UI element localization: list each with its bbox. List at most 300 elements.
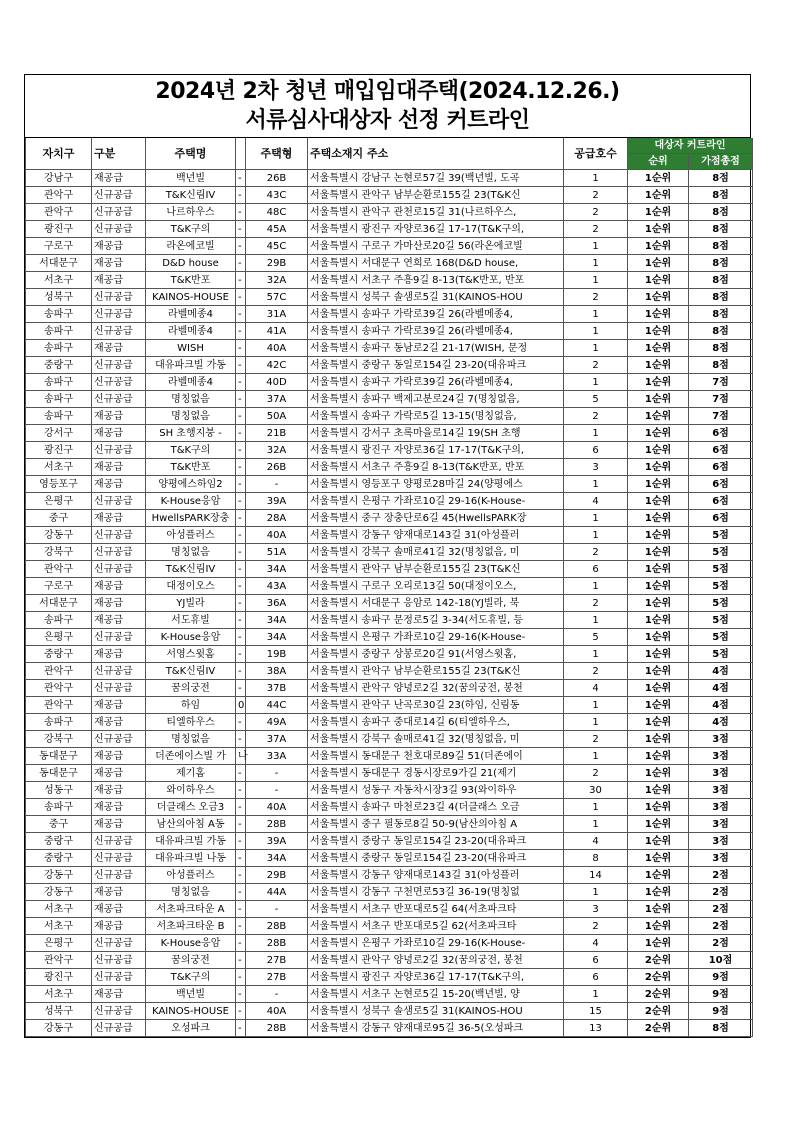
table-row — [26, 952, 753, 969]
extra-cell: - — [236, 867, 246, 884]
address-cell: 서울특별시 중랑구 동일로154길 23-20(대유파크 — [308, 850, 564, 867]
supply-cell: 1 — [564, 816, 628, 833]
house-name-cell: 아성플러스 — [146, 527, 236, 544]
supply-cell: 4 — [564, 680, 628, 697]
district-cell: 광진구 — [26, 969, 92, 986]
type-cell: 신규공급 — [92, 374, 146, 391]
score-cell: 5점 — [689, 544, 753, 561]
house-name-cell: KAINOS-HOUSE — [146, 289, 236, 306]
table-row — [26, 391, 753, 408]
extra-cell: - — [236, 1020, 246, 1037]
score-cell: 6점 — [689, 425, 753, 442]
district-cell: 관악구 — [26, 663, 92, 680]
house-name-cell: 제기홈 — [146, 765, 236, 782]
supply-cell: 1 — [564, 272, 628, 289]
score-cell: 9점 — [689, 986, 753, 1003]
rank-cell: 1순위 — [628, 493, 689, 510]
supply-cell: 1 — [564, 646, 628, 663]
type-cell: 신규공급 — [92, 544, 146, 561]
address-cell: 서울특별시 서대문구 연희로 168(D&D house, — [308, 255, 564, 272]
district-cell: 영등포구 — [26, 476, 92, 493]
house-name-cell: 대유파크빌 나동 — [146, 850, 236, 867]
table-row — [26, 782, 753, 799]
extra-cell: - — [236, 306, 246, 323]
district-cell: 성북구 — [26, 289, 92, 306]
house-type-cell: 40A — [246, 340, 308, 357]
address-cell: 서울특별시 송파구 가락로39길 26(라벨메종4, — [308, 306, 564, 323]
address-cell: 서울특별시 강동구 양재대로143길 31(아성플러 — [308, 527, 564, 544]
extra-cell: - — [236, 663, 246, 680]
extra-cell: - — [236, 578, 246, 595]
extra-cell: - — [236, 272, 246, 289]
district-cell: 동대문구 — [26, 748, 92, 765]
rank-cell: 2순위 — [628, 969, 689, 986]
supply-cell: 1 — [564, 612, 628, 629]
score-cell: 5점 — [689, 646, 753, 663]
extra-cell: - — [236, 646, 246, 663]
rank-cell: 1순위 — [628, 816, 689, 833]
type-cell: 신규공급 — [92, 391, 146, 408]
rank-cell: 1순위 — [628, 918, 689, 935]
rank-cell: 1순위 — [628, 255, 689, 272]
address-cell: 서울특별시 광진구 자양로36길 17-17(T&K구의, — [308, 969, 564, 986]
score-cell: 4점 — [689, 663, 753, 680]
rank-cell: 1순위 — [628, 510, 689, 527]
district-cell: 관악구 — [26, 680, 92, 697]
rank-cell: 1순위 — [628, 476, 689, 493]
rank-cell: 1순위 — [628, 204, 689, 221]
address-cell: 서울특별시 관악구 양녕로2길 32(꿈의궁전, 봉천 — [308, 952, 564, 969]
supply-cell: 1 — [564, 374, 628, 391]
extra-cell: - — [236, 1003, 246, 1020]
score-cell: 8점 — [689, 340, 753, 357]
type-cell: 재공급 — [92, 510, 146, 527]
district-cell: 송파구 — [26, 323, 92, 340]
supply-cell: 14 — [564, 867, 628, 884]
address-cell: 서울특별시 강북구 솔매로41길 32(명칭없음, 미 — [308, 544, 564, 561]
extra-cell: - — [236, 323, 246, 340]
district-cell: 강북구 — [26, 544, 92, 561]
extra-cell: - — [236, 442, 246, 459]
supply-cell: 30 — [564, 782, 628, 799]
address-cell: 서울특별시 강동구 양재대로95길 36-5(오성파크 — [308, 1020, 564, 1037]
table-row — [26, 510, 753, 527]
score-cell: 5점 — [689, 578, 753, 595]
table-row — [26, 578, 753, 595]
header-house-type: 주택형 — [246, 138, 308, 170]
type-cell: 재공급 — [92, 884, 146, 901]
supply-cell: 1 — [564, 340, 628, 357]
district-cell: 서초구 — [26, 272, 92, 289]
house-type-cell: 34A — [246, 850, 308, 867]
house-type-cell: 45C — [246, 238, 308, 255]
header-type: 구분 — [92, 138, 146, 170]
rank-cell: 2순위 — [628, 986, 689, 1003]
rank-cell: 1순위 — [628, 272, 689, 289]
score-cell: 6점 — [689, 476, 753, 493]
house-type-cell: 43C — [246, 187, 308, 204]
table-row — [26, 833, 753, 850]
house-name-cell: 티엘하우스 — [146, 714, 236, 731]
rank-cell: 1순위 — [628, 901, 689, 918]
score-cell: 3점 — [689, 799, 753, 816]
district-cell: 송파구 — [26, 714, 92, 731]
house-name-cell: 꿈의궁전 — [146, 952, 236, 969]
extra-cell: - — [236, 391, 246, 408]
district-cell: 중랑구 — [26, 850, 92, 867]
table-row — [26, 748, 753, 765]
score-cell: 10점 — [689, 952, 753, 969]
supply-cell: 6 — [564, 969, 628, 986]
district-cell: 강남구 — [26, 170, 92, 187]
extra-cell: - — [236, 595, 246, 612]
score-cell: 6점 — [689, 510, 753, 527]
rank-cell: 1순위 — [628, 238, 689, 255]
house-type-cell: - — [246, 986, 308, 1003]
type-cell: 신규공급 — [92, 731, 146, 748]
district-cell: 성동구 — [26, 782, 92, 799]
extra-cell: - — [236, 952, 246, 969]
house-type-cell: 37A — [246, 391, 308, 408]
extra-cell: - — [236, 731, 246, 748]
address-cell: 서울특별시 송파구 중대로14길 6(티엘하우스, — [308, 714, 564, 731]
address-cell: 서울특별시 중구 필동로8길 50-9(남산의아침 A — [308, 816, 564, 833]
rank-cell: 1순위 — [628, 629, 689, 646]
house-name-cell: 서영스윗홈 — [146, 646, 236, 663]
house-name-cell: 서도휴빌 — [146, 612, 236, 629]
table-row — [26, 425, 753, 442]
extra-cell: - — [236, 629, 246, 646]
table-row — [26, 204, 753, 221]
type-cell: 신규공급 — [92, 833, 146, 850]
extra-cell: - — [236, 918, 246, 935]
house-type-cell: 33A — [246, 748, 308, 765]
rank-cell: 1순위 — [628, 357, 689, 374]
address-cell: 서울특별시 동대문구 경동시장로9가길 21(제기 — [308, 765, 564, 782]
score-cell: 2점 — [689, 901, 753, 918]
district-cell: 서대문구 — [26, 595, 92, 612]
address-cell: 서울특별시 송파구 마천로23길 4(더클래스 오금 — [308, 799, 564, 816]
house-name-cell: 라온에코빌 — [146, 238, 236, 255]
score-cell: 2점 — [689, 935, 753, 952]
house-name-cell: 명칭없음 — [146, 391, 236, 408]
district-cell: 송파구 — [26, 799, 92, 816]
district-cell: 관악구 — [26, 697, 92, 714]
supply-cell: 1 — [564, 476, 628, 493]
type-cell: 신규공급 — [92, 850, 146, 867]
house-name-cell: 백년빌 — [146, 986, 236, 1003]
supply-cell: 1 — [564, 306, 628, 323]
address-cell: 서울특별시 송파구 가락로39길 26(라벨메종4, — [308, 374, 564, 391]
rank-cell: 1순위 — [628, 697, 689, 714]
table-row — [26, 918, 753, 935]
extra-cell: - — [236, 714, 246, 731]
score-cell: 4점 — [689, 697, 753, 714]
score-cell: 8점 — [689, 289, 753, 306]
house-type-cell: 36A — [246, 595, 308, 612]
extra-cell: - — [236, 816, 246, 833]
supply-cell: 6 — [564, 442, 628, 459]
house-type-cell: 28B — [246, 816, 308, 833]
rank-cell: 1순위 — [628, 646, 689, 663]
type-cell: 신규공급 — [92, 1020, 146, 1037]
extra-cell: - — [236, 238, 246, 255]
type-cell: 재공급 — [92, 816, 146, 833]
house-name-cell: 라벨메종4 — [146, 374, 236, 391]
table-row — [26, 374, 753, 391]
type-cell: 재공급 — [92, 697, 146, 714]
address-cell: 서울특별시 서초구 반포대로5길 64(서초파크타 — [308, 901, 564, 918]
header-rank: 순위 — [628, 154, 689, 170]
header-address: 주택소재지 주소 — [308, 138, 564, 170]
header-score: 가점총점 — [689, 154, 753, 170]
type-cell: 신규공급 — [92, 969, 146, 986]
house-type-cell: 37A — [246, 731, 308, 748]
score-cell: 8점 — [689, 1020, 753, 1037]
table-row — [26, 476, 753, 493]
supply-cell: 2 — [564, 221, 628, 238]
type-cell: 신규공급 — [92, 663, 146, 680]
score-cell: 7점 — [689, 374, 753, 391]
table-row — [26, 663, 753, 680]
rank-cell: 1순위 — [628, 374, 689, 391]
table-row — [26, 595, 753, 612]
supply-cell: 2 — [564, 663, 628, 680]
type-cell: 신규공급 — [92, 289, 146, 306]
table-row — [26, 340, 753, 357]
extra-cell: - — [236, 357, 246, 374]
type-cell: 재공급 — [92, 170, 146, 187]
extra-cell: - — [236, 493, 246, 510]
extra-cell: - — [236, 544, 246, 561]
address-cell: 서울특별시 중랑구 상봉로20길 91(서영스윗홈, — [308, 646, 564, 663]
house-name-cell: 아성플러스 — [146, 867, 236, 884]
address-cell: 서울특별시 성동구 자동차시장3길 93(와이하우 — [308, 782, 564, 799]
extra-cell: - — [236, 527, 246, 544]
table-row — [26, 799, 753, 816]
house-name-cell: 하임 — [146, 697, 236, 714]
address-cell: 서울특별시 서초구 주흥9길 8-13(T&K반포, 반포 — [308, 272, 564, 289]
score-cell: 8점 — [689, 272, 753, 289]
house-type-cell: 34A — [246, 612, 308, 629]
house-type-cell: - — [246, 476, 308, 493]
rank-cell: 1순위 — [628, 612, 689, 629]
extra-cell: - — [236, 833, 246, 850]
type-cell: 신규공급 — [92, 221, 146, 238]
extra-cell: 나 — [236, 748, 246, 765]
rank-cell: 1순위 — [628, 578, 689, 595]
table-row — [26, 323, 753, 340]
document-title: 2024년 2차 청년 매입임대주택(2024.12.26.) — [155, 79, 620, 104]
rank-cell: 1순위 — [628, 306, 689, 323]
house-name-cell: T&K반포 — [146, 459, 236, 476]
address-cell: 서울특별시 은평구 가좌로10길 29-16(K-House- — [308, 493, 564, 510]
table-row — [26, 697, 753, 714]
house-type-cell: - — [246, 782, 308, 799]
table-row — [26, 238, 753, 255]
district-cell: 중구 — [26, 510, 92, 527]
table-row — [26, 493, 753, 510]
house-type-cell: 38A — [246, 663, 308, 680]
house-type-cell: 26B — [246, 170, 308, 187]
type-cell: 재공급 — [92, 986, 146, 1003]
score-cell: 8점 — [689, 238, 753, 255]
extra-cell: - — [236, 340, 246, 357]
district-cell: 강동구 — [26, 867, 92, 884]
address-cell: 서울특별시 서초구 논현로5길 15-20(백년빌, 양 — [308, 986, 564, 1003]
score-cell: 8점 — [689, 170, 753, 187]
title-block — [25, 75, 750, 138]
cutline-sheet — [24, 74, 751, 1038]
district-cell: 강동구 — [26, 1020, 92, 1037]
supply-cell: 2 — [564, 918, 628, 935]
type-cell: 재공급 — [92, 748, 146, 765]
house-type-cell: 40A — [246, 1003, 308, 1020]
address-cell: 서울특별시 관악구 남부순환로155길 23(T&K신 — [308, 561, 564, 578]
house-type-cell: 43A — [246, 578, 308, 595]
house-name-cell: D&D house — [146, 255, 236, 272]
type-cell: 재공급 — [92, 612, 146, 629]
rank-cell: 1순위 — [628, 442, 689, 459]
supply-cell: 1 — [564, 255, 628, 272]
rank-cell: 1순위 — [628, 748, 689, 765]
type-cell: 재공급 — [92, 578, 146, 595]
supply-cell: 2 — [564, 357, 628, 374]
table-row — [26, 765, 753, 782]
house-name-cell: HwellsPARK장충 — [146, 510, 236, 527]
extra-cell: 0 — [236, 697, 246, 714]
extra-cell: - — [236, 510, 246, 527]
district-cell: 서초구 — [26, 918, 92, 935]
table-row — [26, 969, 753, 986]
extra-cell: - — [236, 561, 246, 578]
table-row — [26, 612, 753, 629]
district-cell: 광진구 — [26, 221, 92, 238]
score-cell: 8점 — [689, 323, 753, 340]
type-cell: 신규공급 — [92, 1003, 146, 1020]
type-cell: 재공급 — [92, 425, 146, 442]
supply-cell: 2 — [564, 731, 628, 748]
type-cell: 신규공급 — [92, 323, 146, 340]
score-cell: 8점 — [689, 187, 753, 204]
score-cell: 5점 — [689, 527, 753, 544]
address-cell: 서울특별시 관악구 관천로15길 31(나르하우스, — [308, 204, 564, 221]
house-type-cell: - — [246, 765, 308, 782]
house-name-cell: 백년빌 — [146, 170, 236, 187]
table-row — [26, 561, 753, 578]
table-row — [26, 408, 753, 425]
house-name-cell: WISH — [146, 340, 236, 357]
house-type-cell: 51A — [246, 544, 308, 561]
house-type-cell: 28B — [246, 935, 308, 952]
house-name-cell: 더존에이스빌 가 — [146, 748, 236, 765]
supply-cell: 1 — [564, 527, 628, 544]
type-cell: 재공급 — [92, 799, 146, 816]
address-cell: 서울특별시 강동구 양재대로143길 31(아성플러 — [308, 867, 564, 884]
house-name-cell: T&K반포 — [146, 272, 236, 289]
extra-cell: - — [236, 799, 246, 816]
type-cell: 재공급 — [92, 782, 146, 799]
table-row — [26, 629, 753, 646]
house-type-cell: 57C — [246, 289, 308, 306]
table-row — [26, 986, 753, 1003]
rank-cell: 1순위 — [628, 323, 689, 340]
district-cell: 구로구 — [26, 238, 92, 255]
house-type-cell: 42C — [246, 357, 308, 374]
rank-cell: 1순위 — [628, 595, 689, 612]
district-cell: 관악구 — [26, 187, 92, 204]
house-type-cell: 28B — [246, 1020, 308, 1037]
district-cell: 서초구 — [26, 986, 92, 1003]
extra-cell: - — [236, 901, 246, 918]
district-cell: 성북구 — [26, 1003, 92, 1020]
house-name-cell: 꿈의궁전 — [146, 680, 236, 697]
type-cell: 신규공급 — [92, 357, 146, 374]
address-cell: 서울특별시 송파구 백제고분로24길 7(명칭없음, — [308, 391, 564, 408]
extra-cell: - — [236, 289, 246, 306]
rank-cell: 2순위 — [628, 952, 689, 969]
district-cell: 송파구 — [26, 408, 92, 425]
score-cell: 6점 — [689, 493, 753, 510]
district-cell: 서초구 — [26, 459, 92, 476]
house-name-cell: 서초파크타운 B — [146, 918, 236, 935]
supply-cell: 1 — [564, 697, 628, 714]
address-cell: 서울특별시 관악구 난곡로30길 23(하임, 신림동 — [308, 697, 564, 714]
district-cell: 은평구 — [26, 935, 92, 952]
table-row — [26, 527, 753, 544]
address-cell: 서울특별시 중랑구 동일로154길 23-20(대유파크 — [308, 357, 564, 374]
house-type-cell: 32A — [246, 442, 308, 459]
supply-cell: 2 — [564, 408, 628, 425]
district-cell: 구로구 — [26, 578, 92, 595]
address-cell: 서울특별시 송파구 가락로5길 13-15(명칭없음, — [308, 408, 564, 425]
district-cell: 관악구 — [26, 561, 92, 578]
score-cell: 5점 — [689, 629, 753, 646]
house-name-cell: 대유파크빌 가동 — [146, 357, 236, 374]
extra-cell: - — [236, 255, 246, 272]
extra-cell: - — [236, 969, 246, 986]
supply-cell: 1 — [564, 714, 628, 731]
district-cell: 송파구 — [26, 612, 92, 629]
table-row — [26, 646, 753, 663]
type-cell: 재공급 — [92, 459, 146, 476]
table-row — [26, 442, 753, 459]
address-cell: 서울특별시 동대문구 천호대로89길 51(더존에이 — [308, 748, 564, 765]
type-cell: 재공급 — [92, 714, 146, 731]
house-type-cell: 48C — [246, 204, 308, 221]
header-district: 자치구 — [26, 138, 92, 170]
district-cell: 은평구 — [26, 629, 92, 646]
table-row — [26, 544, 753, 561]
table-row — [26, 884, 753, 901]
table-row — [26, 170, 753, 187]
supply-cell: 1 — [564, 170, 628, 187]
extra-cell: - — [236, 187, 246, 204]
table-row — [26, 255, 753, 272]
type-cell: 신규공급 — [92, 442, 146, 459]
type-cell: 재공급 — [92, 765, 146, 782]
score-cell: 3점 — [689, 748, 753, 765]
supply-cell: 2 — [564, 187, 628, 204]
type-cell: 신규공급 — [92, 527, 146, 544]
rank-cell: 1순위 — [628, 391, 689, 408]
header-cutline: 대상자 커트라인 — [628, 138, 753, 154]
type-cell: 신규공급 — [92, 204, 146, 221]
house-name-cell: 명칭없음 — [146, 731, 236, 748]
address-cell: 서울특별시 송파구 가락로39길 26(라벨메종4, — [308, 323, 564, 340]
district-cell: 서대문구 — [26, 255, 92, 272]
district-cell: 관악구 — [26, 204, 92, 221]
